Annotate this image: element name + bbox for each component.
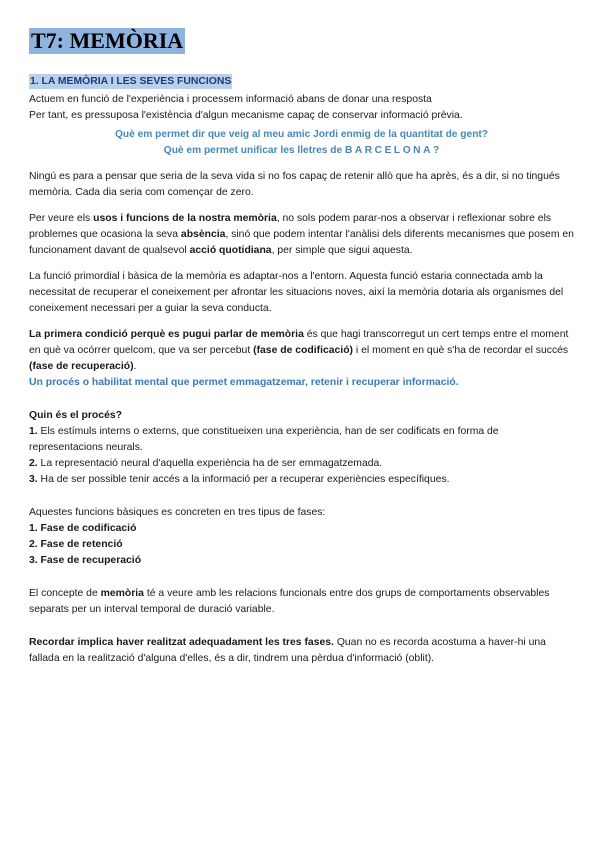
paragraph-condition: La primera condició perquè es pugui parlar de memòria és que hagi transcorregut un cert temps entre el moment en què va ocórrer quelcom, que va ser percebut (fase de codificació) i el moment en què s'ha de recordar el succés (fase de recuperació). <box>29 329 569 372</box>
phases-intro: Aquestes funcions bàsiques es concreten en tres tipus de fases: <box>29 507 326 518</box>
intro-line-2: Per tant, es pressuposa l'existència d'algun mecanisme capaç de conservar informació prèvia. <box>29 110 463 121</box>
memory-definition: Un procés o habilitat mental que permet emmagatzemar, retenir i recuperar informació. <box>29 377 459 388</box>
paragraph-concept: El concepte de memòria té a veure amb les relacions funcionals entre dos grups de comportaments observables separats per un interval temporal de duració variable. <box>29 588 550 615</box>
phase-item-1: 1. Fase de codificació <box>29 523 137 534</box>
question-1: Què em permet dir que veig al meu amic Jordi enmig de la quantitat de gent? <box>114 129 489 140</box>
phase-item-2: 2. Fase de retenció <box>29 539 123 550</box>
paragraph-function: La funció primordial i bàsica de la memòria es adaptar-nos a l'entorn. Aquesta funció estaria connectada amb la necessitat de recuperar el coneixement per afrontar les situacions noves, així la memòria dotaria als organismes del coneixement necessari per a guiar la seva conducta. <box>29 271 564 314</box>
page-title: T7: MEMÒRIA <box>31 28 184 53</box>
barcelona-word: BARCELONA <box>344 145 433 156</box>
question-block <box>29 127 574 159</box>
process-item-2: 2. La representació neural d'aquella experiència ha de ser emmagatzemada. <box>29 458 383 469</box>
process-item-1: 1. Els estímuls interns o externs, que constitueixen una experiència, han de ser codificats en forma de representacions neurals. <box>29 426 499 453</box>
paragraph-remember: Recordar implica haver realitzat adequadament les tres fases. Quan no es recorda acostuma a haver-hi una fallada en la realització d'alguna d'elles, és a dir, tindrem una pèrdua d'informació (oblit). <box>29 637 546 664</box>
intro-line-1: Actuem en funció de l'experiència i processem informació abans de donar una resposta <box>29 94 432 105</box>
process-item-3: 3. Ha de ser possible tenir accés a la informació per a recuperar experiències específiques. <box>29 474 450 485</box>
paragraph-uses: Per veure els usos i funcions de la nostra memòria, no sols podem parar-nos a observar i reflexionar sobre els problemes que ocasiona la seva absència, sinó que podem intentar l'anàlisi dels diferents mecanismes que posem en funcionament davant de qualsevol acció quotidiana, per simple que sigui aquesta. <box>29 213 574 256</box>
phase-item-3: 3. Fase de recuperació <box>29 555 142 566</box>
document-page <box>29 28 574 667</box>
section-heading: 1. LA MEMÒRIA I LES SEVES FUNCIONS <box>30 76 232 87</box>
paragraph-nobody: Ningú es para a pensar que seria de la seva vida si no fos capaç de retenir allò que ha après, és a dir, si no tingués memòria. Cada dia seria com començar de zero. <box>29 171 560 198</box>
question-2: Què em permet unificar les lletres de BARCELONA? <box>163 145 440 156</box>
process-heading: Quin és el procés? <box>29 410 122 421</box>
